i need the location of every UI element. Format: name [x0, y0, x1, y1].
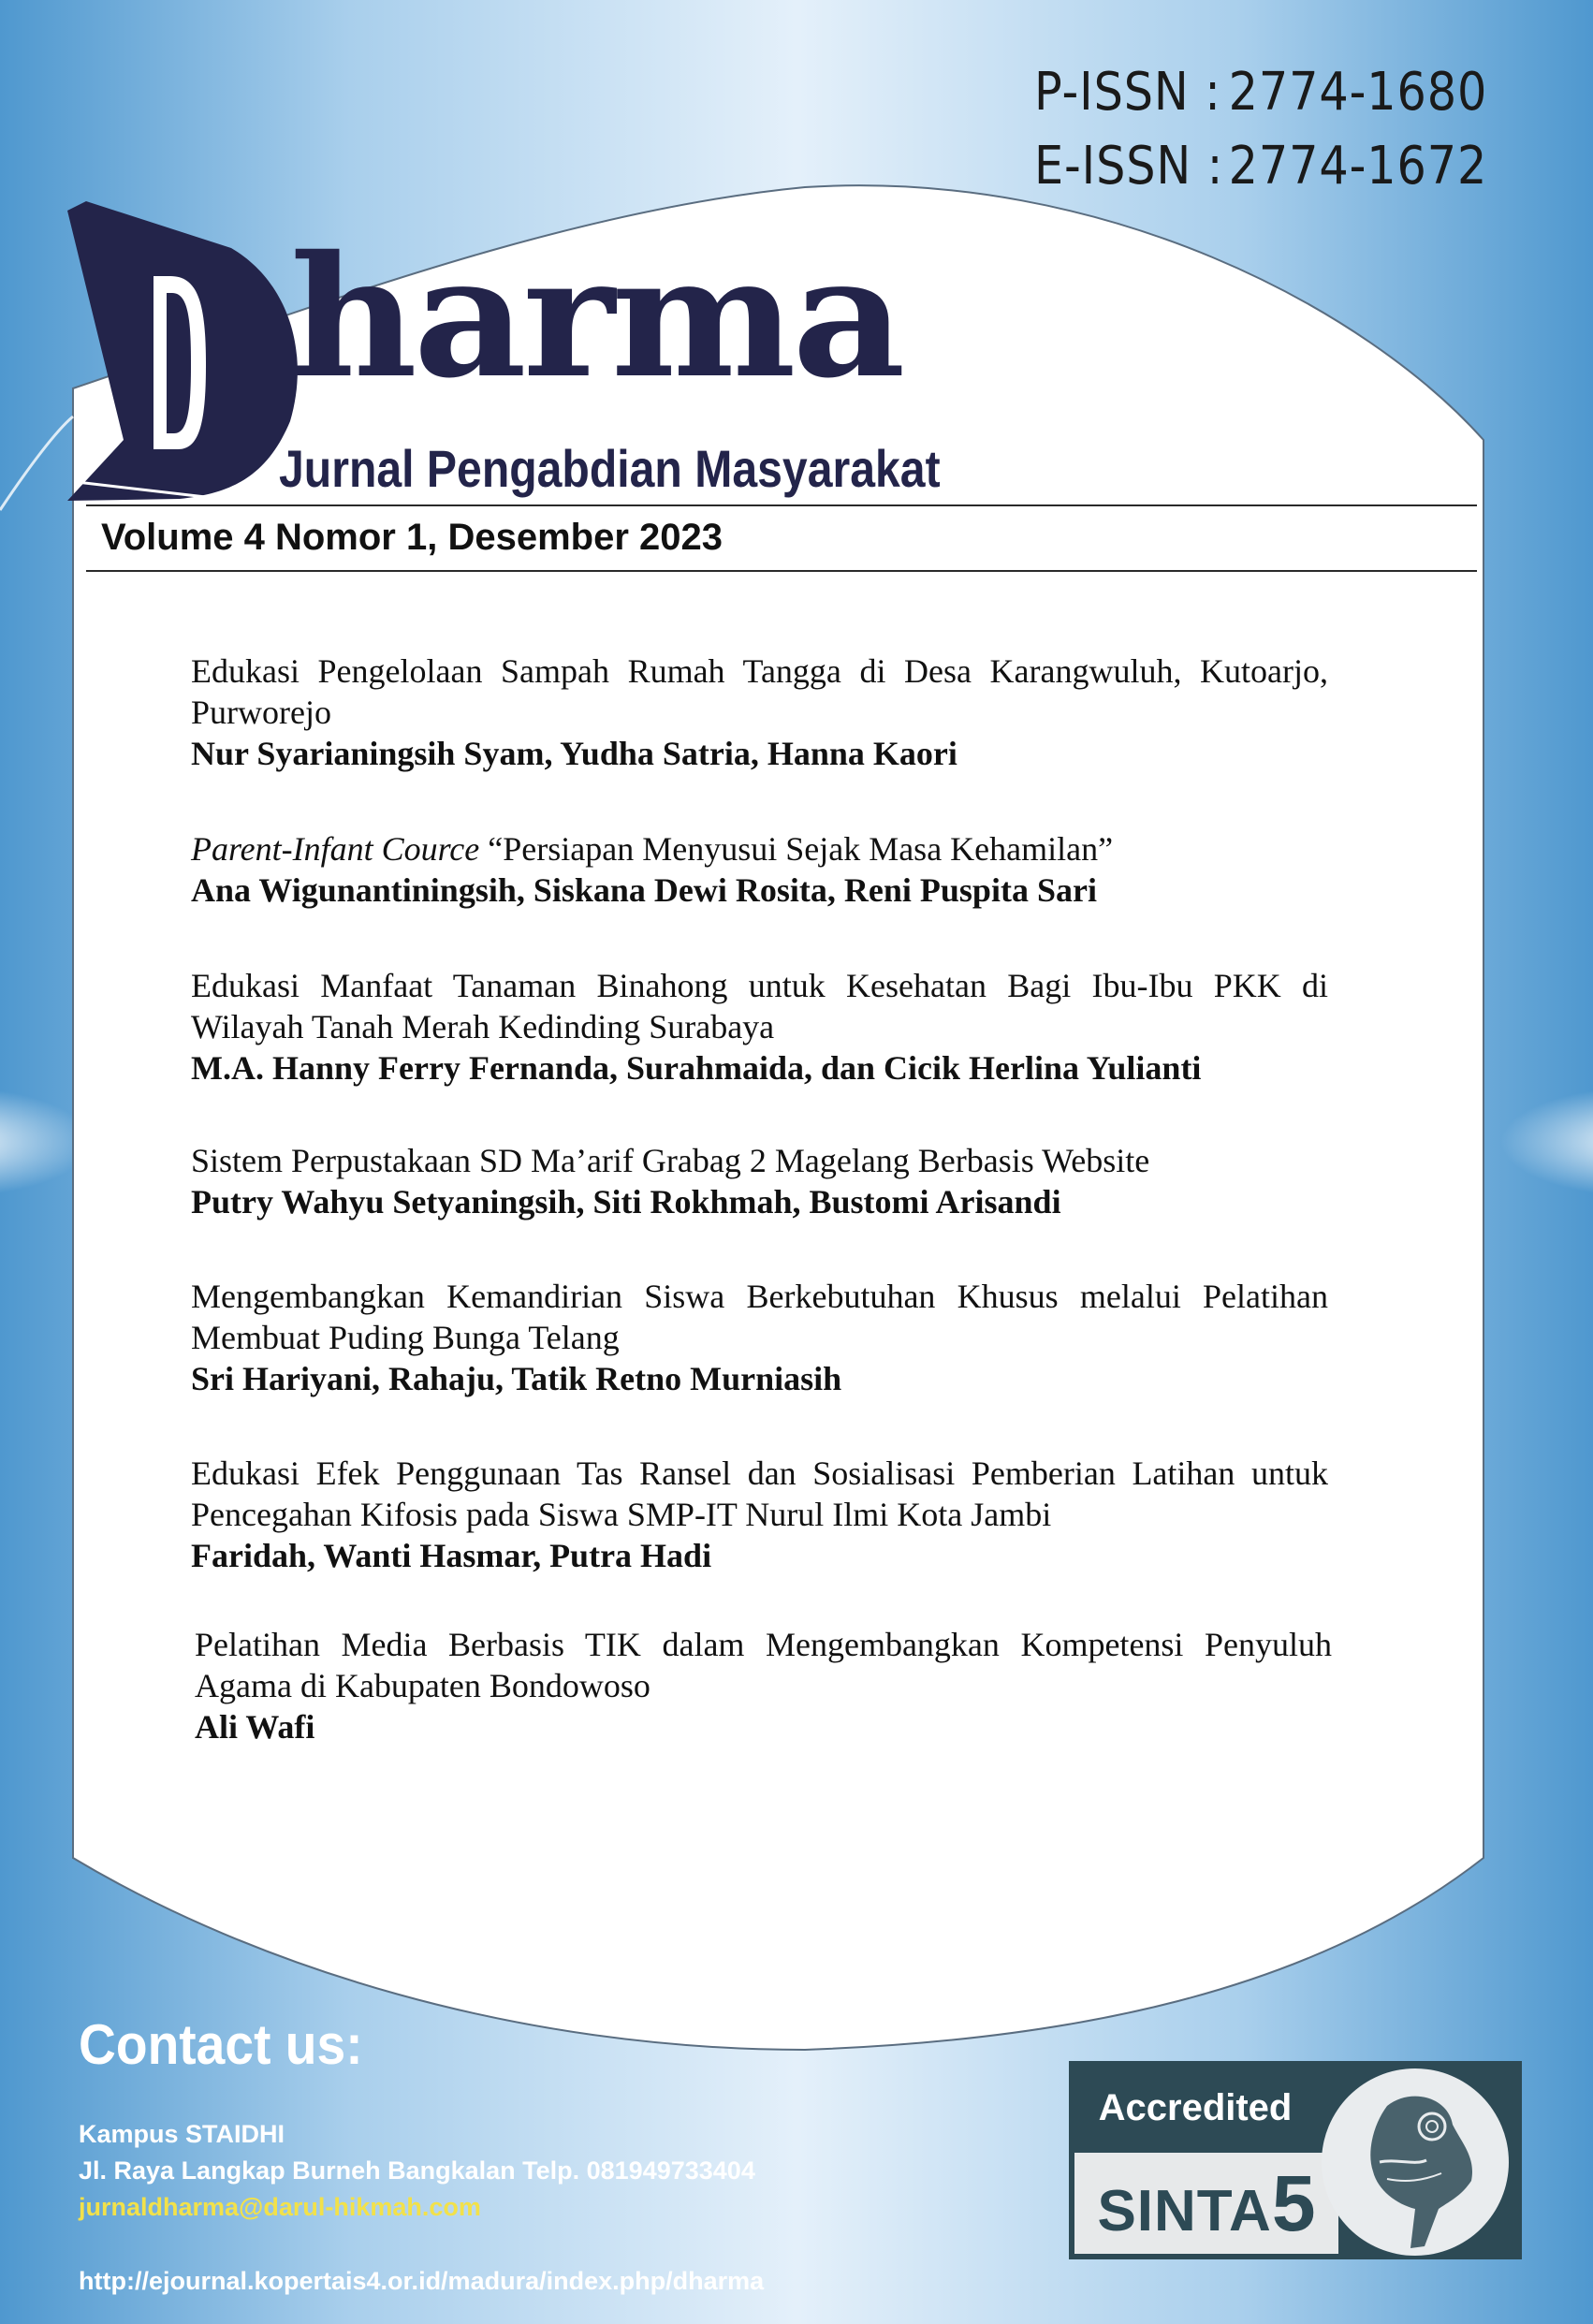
article-entry [191, 828, 1328, 911]
article-entry [191, 1276, 1328, 1399]
article-authors: Putry Wahyu Setyaningsih, Siti Rokhmah, Bustomi Arisandi [191, 1183, 1061, 1220]
sinta-accreditation-badge [1069, 2061, 1522, 2259]
electronic-issn-label: E-ISSN : [1034, 136, 1224, 197]
article-title: Parent-Infant Cource “Persiapan Menyusui Sejak Masa Kehamilan” [191, 830, 1114, 868]
sinta-level: 5 [1271, 2159, 1316, 2247]
article-authors: Ana Wigunantiningsih, Siskana Dewi Rosita, Reni Puspita Sari [191, 871, 1097, 909]
contact-heading: Contact us: [79, 2013, 363, 2076]
sinta-name: SINTA [1097, 2179, 1272, 2244]
sinta-rank [1074, 2153, 1338, 2254]
journal-logo-letter-d-icon [67, 201, 311, 501]
article-authors: Ali Wafi [195, 1708, 315, 1746]
journal-url[interactable]: http://ejournal.kopertais4.or.id/madura/index.php/dharma [79, 2267, 765, 2295]
article-title: Edukasi Efek Penggunaan Tas Ransel dan Sosialisasi Pemberian Latihan untuk Pencegahan Kifosis pada Siswa SMP-IT Nurul Ilmi Kota Jambi [191, 1454, 1328, 1533]
contact-section [79, 2012, 765, 2295]
contact-email[interactable]: jurnaldharma@darul-hikmah.com [79, 2193, 481, 2221]
journal-title: harma [290, 219, 902, 415]
article-authors: M.A. Hanny Ferry Fernanda, Surahmaida, dan Cicik Herlina Yulianti [191, 1049, 1202, 1087]
journal-subtitle: Jurnal Pengabdian Masyarakat [279, 439, 941, 498]
article-title: Sistem Perpustakaan SD Ma’arif Grabag 2 Magelang Berbasis Website [191, 1142, 1150, 1179]
article-entry [191, 1453, 1328, 1576]
electronic-issn [1034, 136, 1487, 197]
accredited-label: Accredited [1098, 2087, 1293, 2128]
article-title: Edukasi Manfaat Tanaman Binahong untuk Kesehatan Bagi Ibu-Ibu PKK di Wilayah Tanah Merah Kedinding Surabaya [191, 967, 1328, 1045]
article-authors: Sri Hariyani, Rahaju, Tatik Retno Murniasih [191, 1360, 842, 1397]
wayang-emblem-icon [1322, 2068, 1509, 2256]
article-title: Pelatihan Media Berbasis TIK dalam Mengembangkan Kompetensi Penyuluh Agama di Kabupaten Bondowoso [195, 1626, 1332, 1704]
contact-campus: Kampus STAIDHI [79, 2120, 285, 2148]
article-entry [195, 1624, 1332, 1747]
article-entry [191, 965, 1328, 1089]
article-title: Edukasi Pengelolaan Sampah Rumah Tangga di Desa Karangwuluh, Kutoarjo, Purworejo [191, 652, 1328, 731]
header-rule-top [86, 504, 1477, 506]
article-entry [191, 650, 1328, 774]
electronic-issn-value: 2774-1672 [1228, 136, 1488, 197]
article-authors: Faridah, Wanti Hasmar, Putra Hadi [191, 1537, 712, 1574]
header-rule-bottom [86, 570, 1477, 572]
print-issn-value: 2774-1680 [1228, 62, 1488, 123]
contact-address: Jl. Raya Langkap Burneh Bangkalan Telp. 081949733404 [79, 2156, 755, 2185]
issue-volume: Volume 4 Nomor 1, Desember 2023 [101, 517, 723, 558]
print-issn-label: P-ISSN : [1034, 62, 1221, 123]
print-issn [1034, 62, 1487, 123]
article-entry [191, 1140, 1328, 1222]
article-authors: Nur Syarianingsih Syam, Yudha Satria, Hanna Kaori [191, 735, 957, 772]
article-title: Mengembangkan Kemandirian Siswa Berkebutuhan Khusus melalui Pelatihan Membuat Puding Bunga Telang [191, 1278, 1328, 1356]
